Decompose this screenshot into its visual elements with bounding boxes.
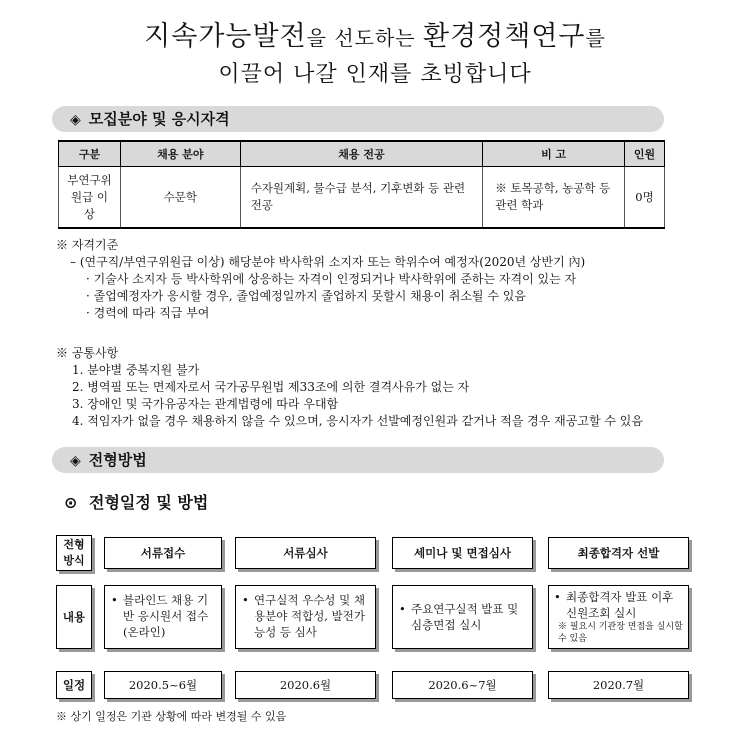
circle-dot-icon: ⊙ xyxy=(64,493,78,512)
diamond-icon: ◈ xyxy=(70,453,81,469)
schedule-title-text: 전형일정 및 방법 xyxy=(88,493,209,512)
diamond-icon: ◈ xyxy=(70,112,81,128)
section-title: 모집분야 및 응시자격 xyxy=(88,110,230,128)
recruitment-table xyxy=(58,140,665,229)
footnote: ※ 상기 일정은 기관 상황에 따라 변경될 수 있음 xyxy=(56,710,287,723)
stage-content-text: 블라인드 채용 기반 응시원서 접수(온라인) xyxy=(123,593,209,639)
stage-date: 2020.7월 xyxy=(548,671,689,699)
major-cell: 수자원계획, 물수급 분석, 기후변화 등 관련 전공 xyxy=(240,167,483,229)
stage-content-text: 주요연구실적 발표 및 심층면접 실시 xyxy=(411,602,519,632)
common-requirements xyxy=(56,345,643,430)
common-title: ※ 공통사항 xyxy=(56,346,119,360)
stage-header: 서류접수 xyxy=(104,537,222,569)
table-header-cell: 인원 xyxy=(625,141,665,167)
table-header-cell: 채용 전공 xyxy=(240,141,483,167)
stage-date: 2020.6~7월 xyxy=(392,671,533,699)
stage-header: 세미나 및 면접심사 xyxy=(392,537,533,569)
remark-cell: ※ 토목공학, 농공학 등 관련 학과 xyxy=(483,167,625,229)
table-header-cell: 비 고 xyxy=(483,141,625,167)
section-title: 전형방법 xyxy=(88,451,147,469)
table-header-row xyxy=(59,141,665,167)
stage-content: • 주요연구실적 발표 및 심층면접 실시 xyxy=(392,585,533,649)
stage-content: • 연구실적 우수성 및 채용분야 적합성, 발전가능성 등 심사 xyxy=(235,585,376,649)
stage-header: 최종합격자 선발 xyxy=(548,537,689,569)
title-part-1: 지속가능발전 xyxy=(144,21,307,52)
common-item: 4. 적임자가 없을 경우 채용하지 않을 수 있으며, 응시자가 선발예정인원과 같거나 적을 경우 재공고할 수 있음 xyxy=(72,414,643,428)
stage-content: • 블라인드 채용 기반 응시원서 접수(온라인) xyxy=(104,585,222,649)
title-part-2: 을 선도하는 xyxy=(306,26,423,50)
stage-header: 서류심사 xyxy=(235,537,376,569)
qualification-item: · 졸업예정자가 응시할 경우, 졸업예정일까지 졸업하지 못할시 채용이 취소될 수 있음 xyxy=(86,289,526,303)
stage-content: • 최종합격자 발표 이후 신원조회 실시 ※ 필요시 기관장 면접을 실시할 수 있음 xyxy=(548,585,689,649)
title-part-4: 를 xyxy=(585,26,606,50)
stage-date: 2020.6월 xyxy=(235,671,376,699)
qualification-line: – (연구직/부연구위원급 이상) 해당분야 박사학위 소지자 또는 학위수여 예정자(2020년 상반기 內) xyxy=(70,255,586,269)
table-row xyxy=(59,167,665,229)
stage-content-text: 최종합격자 발표 이후 신원조회 실시 xyxy=(566,590,674,620)
qualification-item: · 경력에 따라 직급 부여 xyxy=(86,306,210,320)
qualifications-title: ※ 자격기준 xyxy=(56,238,119,252)
field-cell: 수문학 xyxy=(120,167,240,229)
common-item: 2. 병역필 또는 면제자로서 국가공무원법 제33조에 의한 결격사유가 없는 자 xyxy=(72,380,470,394)
row-label-method: 전형 방식 xyxy=(56,535,92,571)
title-part-3: 환경정책연구 xyxy=(423,21,586,52)
stage-date: 2020.5~6월 xyxy=(104,671,222,699)
page-title xyxy=(0,14,750,53)
page-subtitle: 이끌어 나갈 인재를 초빙합니다 xyxy=(218,62,532,87)
row-label-content: 내용 xyxy=(56,585,92,649)
schedule-title xyxy=(64,490,208,513)
qualification-item: · 기술사 소지자 등 박사학위에 상응하는 자격이 인정되거나 박사학위에 준하는 자격이 있는 자 xyxy=(86,272,577,286)
row-label-date: 일정 xyxy=(56,671,92,699)
section-header-selection xyxy=(52,447,664,473)
qualifications xyxy=(56,237,585,322)
category-cell: 부연구위원급 이상 xyxy=(59,167,121,229)
table-header-cell: 구분 xyxy=(59,141,121,167)
table-header-cell: 채용 분야 xyxy=(120,141,240,167)
count-cell: 0명 xyxy=(625,167,665,229)
common-item: 1. 분야별 중복지원 불가 xyxy=(72,363,200,377)
section-header-recruitment xyxy=(52,106,664,132)
stage-content-note: ※ 필요시 기관장 면접을 실시할 수 있음 xyxy=(558,622,683,644)
stage-content-text: 연구실적 우수성 및 채용분야 적합성, 발전가능성 등 심사 xyxy=(254,593,365,639)
common-item: 3. 장애인 및 국가유공자는 관계법령에 따라 우대함 xyxy=(72,397,339,411)
